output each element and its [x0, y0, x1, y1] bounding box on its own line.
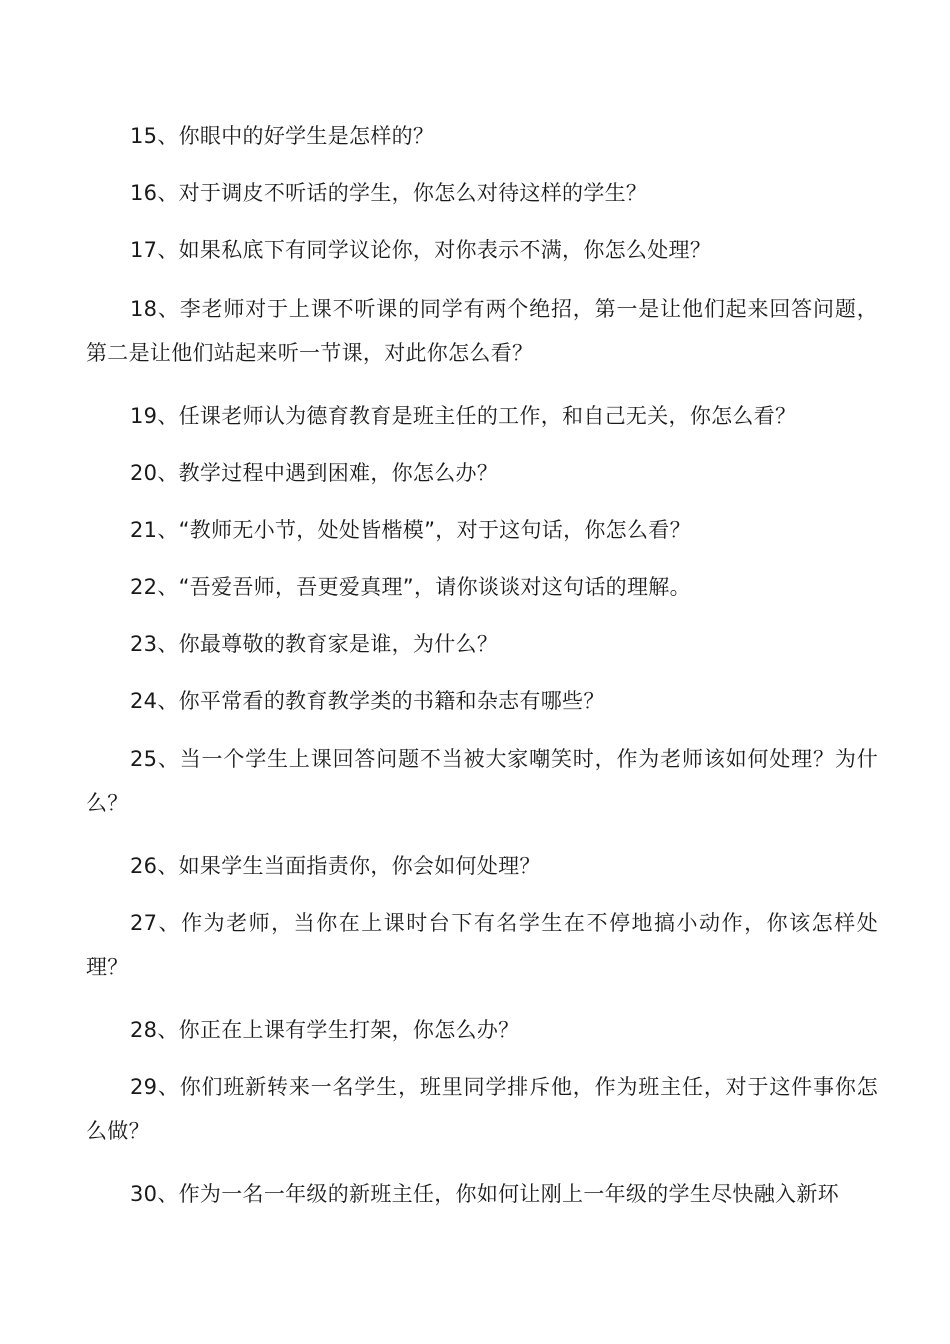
question-18: 18、李老师对于上课不听课的同学有两个绝招，第一是让他们起来回答问题，第二是让他们站起来听一节课，对此你怎么看？ — [86, 297, 878, 365]
question-23: 23、你最尊敬的教育家是谁，为什么？ — [130, 632, 499, 656]
question-22: 22、“吾爱吾师，吾更爱真理”，请你谈谈对这句话的理解。 — [130, 575, 691, 599]
question-26: 26、如果学生当面指责你，你会如何处理？ — [130, 854, 541, 878]
question-20: 20、教学过程中遇到困难，你怎么办？ — [130, 461, 499, 485]
question-21: 21、“教师无小节，处处皆楷模”，对于这句话，你怎么看？ — [130, 518, 691, 542]
question-30: 30、作为一名一年级的新班主任，你如何让刚上一年级的学生尽快融入新环 — [130, 1182, 839, 1206]
question-25: 25、当一个学生上课回答问题不当被大家嘲笑时，作为老师该如何处理？为什么？ — [86, 747, 878, 815]
question-28: 28、你正在上课有学生打架，你怎么办？ — [130, 1018, 520, 1042]
question-16: 16、对于调皮不听话的学生，你怎么对待这样的学生？ — [130, 181, 648, 205]
question-15: 15、你眼中的好学生是怎样的？ — [130, 124, 435, 148]
question-24: 24、你平常看的教育教学类的书籍和杂志有哪些？ — [130, 689, 605, 713]
question-27: 27、作为老师，当你在上课时台下有名学生在不停地搞小动作，你该怎样处理？ — [86, 911, 878, 979]
question-29: 29、你们班新转来一名学生，班里同学排斥他，作为班主任，对于这件事你怎么做？ — [86, 1075, 878, 1143]
question-19: 19、任课老师认为德育教育是班主任的工作，和自己无关，你怎么看？ — [130, 404, 797, 428]
question-17: 17、如果私底下有同学议论你，对你表示不满，你怎么处理？ — [130, 238, 712, 262]
